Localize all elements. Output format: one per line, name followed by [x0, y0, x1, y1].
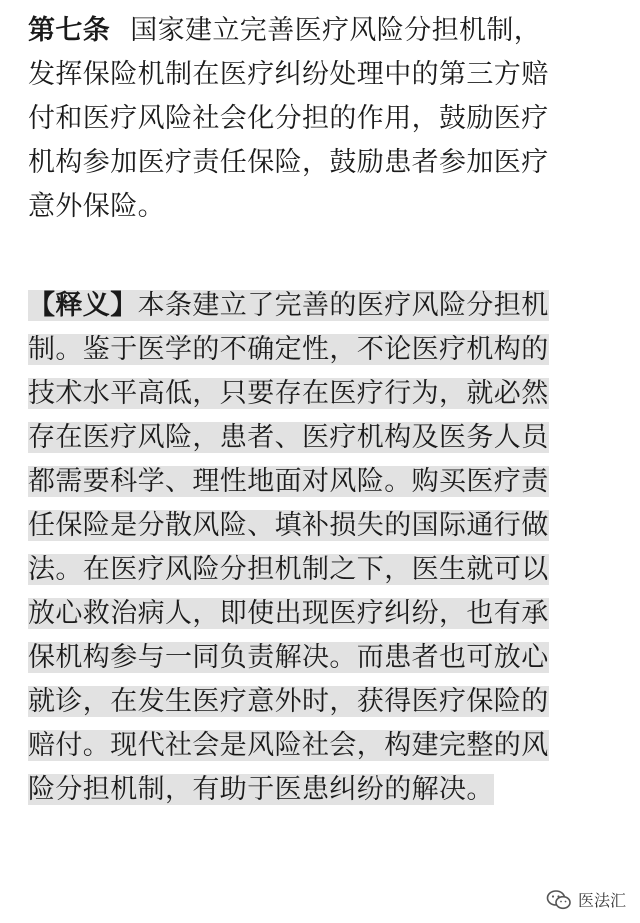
article-line-text: 国家建立完善医疗风险分担机制， — [130, 15, 542, 46]
interpretation-line: 放心救治病人，即使出现医疗纠纷，也有承 — [28, 598, 549, 629]
article-line: 付和医疗风险社会化分担的作用，鼓励医疗 — [28, 103, 549, 134]
article-seven — [28, 10, 612, 228]
interpretation-line — [28, 285, 612, 327]
article-heading: 第七条 — [28, 15, 111, 46]
interpretation-label: 【释义】 — [28, 290, 138, 321]
interpretation-line: 都需要科学、理性地面对风险。购买医疗责 — [28, 466, 549, 497]
article-line: 意外保险。 — [28, 191, 165, 222]
interpretation-line: 险分担机制，有助于医患纠纷的解决。 — [28, 774, 494, 805]
paragraph-gap — [28, 230, 612, 285]
interpretation-line: 制。鉴于医学的不确定性，不论医疗机构的 — [28, 334, 549, 365]
interpretation-line: 技术水平高低，只要存在医疗行为，就必然 — [28, 378, 549, 409]
interpretation — [28, 285, 612, 811]
wechat-icon — [546, 889, 572, 911]
article-line: 发挥保险机制在医疗纠纷处理中的第三方赔 — [28, 59, 549, 90]
interpretation-line: 就诊，在发生医疗意外时，获得医疗保险的 — [28, 686, 549, 717]
article-line: 机构参加医疗责任保险，鼓励患者参加医疗 — [28, 147, 549, 178]
interpretation-line: 赔付。现代社会是风险社会，构建完整的风 — [28, 730, 549, 761]
interpretation-line: 法。在医疗风险分担机制之下，医生就可以 — [28, 554, 549, 585]
interpretation-line-text: 本条建立了完善的医疗风险分担机 — [137, 290, 549, 321]
watermark — [546, 888, 626, 911]
interpretation-line: 存在医疗风险，患者、医疗机构及医务人员 — [28, 422, 549, 453]
watermark-text: 医法汇 — [577, 891, 626, 910]
article-line — [28, 10, 612, 52]
interpretation-line: 保机构参与一同负责解决。而患者也可放心 — [28, 642, 549, 673]
article-body — [28, 10, 612, 813]
interpretation-line: 任保险是分散风险、填补损失的国际通行做 — [28, 510, 549, 541]
